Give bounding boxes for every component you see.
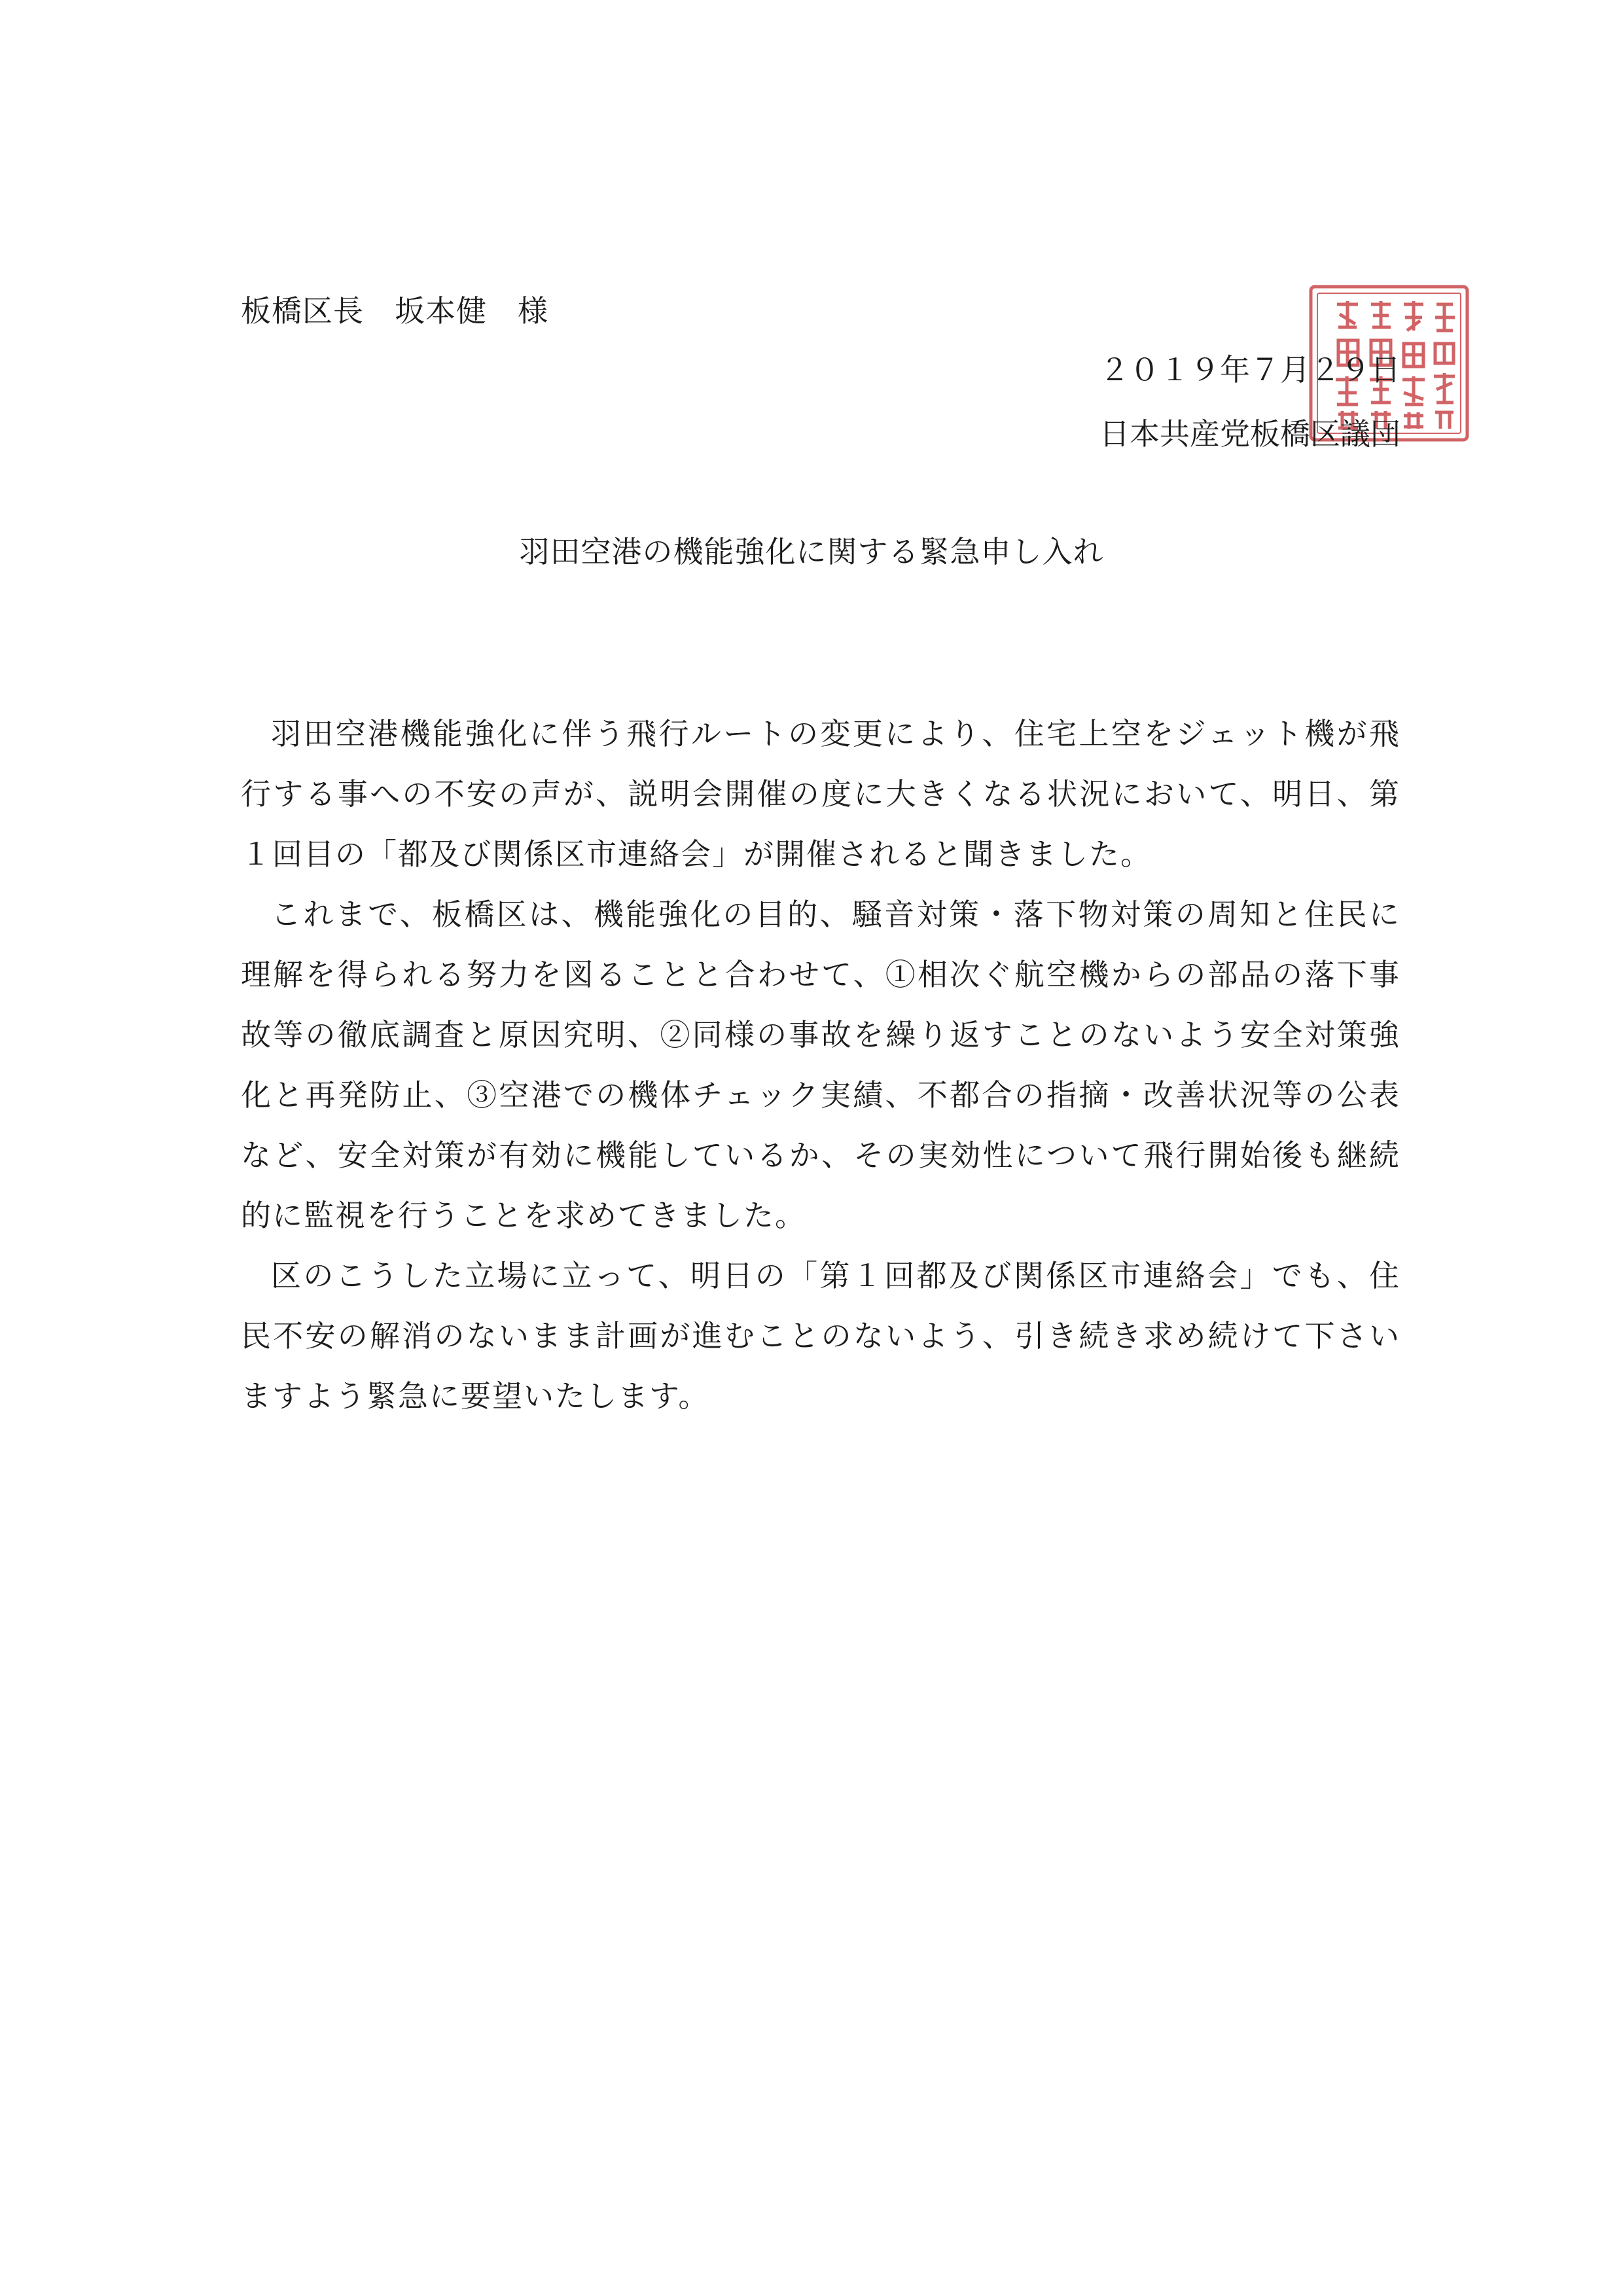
body-paragraph-3: 区のこうした立場に立って、明日の「第１回都及び関係区市連絡会」でも、住民不安の解消のないまま計画が進むことのないよう、引き続き求め続けて下さいますよう緊急に要望いたします。 [241, 1258, 1400, 1414]
document-body [241, 704, 1400, 1426]
body-paragraph-1: 羽田空港機能強化に伴う飛行ルートの変更により、住宅上空をジェット機が飛行する事への不安の声が、説明会開催の度に大きくなる状況において、明日、第１回目の「都及び関係区市連絡会」が開催されると聞きました。 [241, 716, 1400, 872]
addressee: 板橋区長 坂本健 様 [241, 293, 548, 329]
body-paragraph-2: これまで、板橋区は、機能強化の目的、騒音対策・落下物対策の周知と住民に理解を得られる努力を図ることと合わせて、①相次ぐ航空機からの部品の落下事故等の徹底調査と原因究明、②同様の事故を繰り返すことのないよう安全対策強化と再発防止、③空港での機体チェック実績、不都合の指摘・改善状況等の公表など、安全対策が有効に機能しているか、その実効性について飛行開始後も継続的に監視を行うことを求めてきました。 [241, 897, 1400, 1233]
sender-name: 日本共産党板橋区議団 [1099, 416, 1400, 452]
document-title: 羽田空港の機能強化に関する緊急申し入れ [519, 534, 1104, 569]
document-date: ２０１９年７月２９日 [1099, 352, 1400, 387]
